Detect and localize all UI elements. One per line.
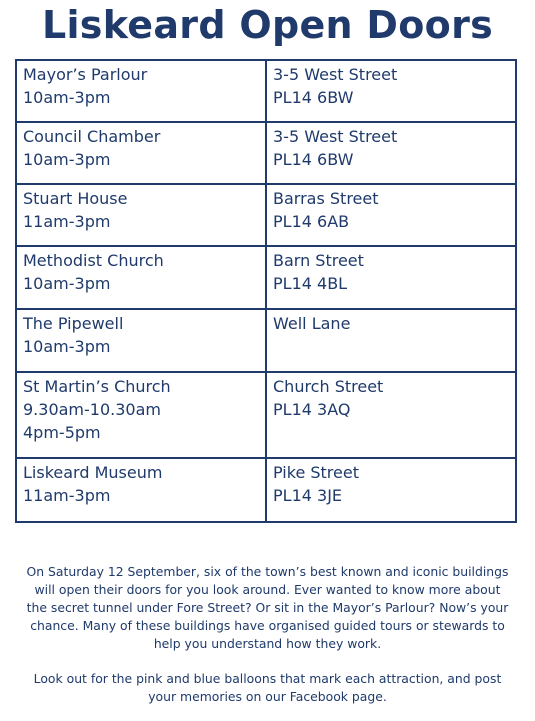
venue-postcode: PL14 4BL: [273, 274, 348, 293]
venue-address-cell: [266, 184, 516, 246]
venue-postcode: PL14 3JE: [273, 486, 343, 505]
table-row: [16, 60, 516, 122]
venue-time: 11am-3pm: [23, 486, 111, 505]
venue-postcode: PL14 6BW: [273, 88, 354, 107]
venue-address-cell: [266, 309, 516, 372]
table-row: [16, 184, 516, 246]
venue-street: Well Lane: [273, 314, 351, 333]
page-title: Liskeard Open Doors: [41, 3, 494, 47]
table-row: [16, 372, 516, 458]
venue-name-cell: [16, 246, 266, 309]
venue-time: 4pm-5pm: [23, 423, 101, 442]
venue-name: St Martin’s Church: [23, 377, 171, 396]
venue-time: 10am-3pm: [23, 88, 111, 107]
venue-time: 10am-3pm: [23, 150, 111, 169]
venue-name-cell: [16, 309, 266, 372]
venue-address-cell: [266, 122, 516, 184]
venue-time: 11am-3pm: [23, 212, 111, 231]
venue-name-cell: [16, 184, 266, 246]
venue-name-cell: [16, 122, 266, 184]
venue-street: Pike Street: [273, 463, 359, 482]
venue-postcode: PL14 6BW: [273, 150, 354, 169]
venue-name-cell: [16, 458, 266, 522]
venue-name-cell: [16, 372, 266, 458]
table-row: [16, 458, 516, 522]
table-row: [16, 122, 516, 184]
table-row: [16, 246, 516, 309]
venue-postcode: PL14 6AB: [273, 212, 350, 231]
venue-address-cell: [266, 60, 516, 122]
venue-name: Mayor’s Parlour: [23, 65, 148, 84]
venue-street: 3-5 West Street: [273, 127, 398, 146]
venue-street: Barras Street: [273, 189, 379, 208]
venue-name: Methodist Church: [23, 251, 164, 270]
venue-time: 9.30am-10.30am: [23, 400, 161, 419]
venue-address-cell: [266, 372, 516, 458]
venue-time: 10am-3pm: [23, 337, 111, 356]
venue-street: 3-5 West Street: [273, 65, 398, 84]
venue-time: 10am-3pm: [23, 274, 111, 293]
intro-paragraph: On Saturday 12 September, six of the town’s best known and iconic buildings will open their doors for you look around. Ever wanted to know more about the secret tunnel under Fore Street? Or sit in the Mayor’s Parlour? Now’s your chance. Many of these buildings have organised guided tours or stewards to help you understand how they work.: [26, 564, 509, 651]
venue-address-cell: [266, 246, 516, 309]
venue-street: Barn Street: [273, 251, 364, 270]
table-row: [16, 309, 516, 372]
venue-address-cell: [266, 458, 516, 522]
venue-name: Council Chamber: [23, 127, 161, 146]
venue-name: Stuart House: [23, 189, 128, 208]
venues-table: [15, 59, 517, 523]
venue-name: The Pipewell: [23, 314, 124, 333]
venue-postcode: PL14 3AQ: [273, 400, 351, 419]
balloons-paragraph: Look out for the pink and blue balloons that mark each attraction, and post your memories on our Facebook page.: [33, 671, 502, 704]
venue-street: Church Street: [273, 377, 384, 396]
venue-name-cell: [16, 60, 266, 122]
venue-name: Liskeard Museum: [23, 463, 163, 482]
